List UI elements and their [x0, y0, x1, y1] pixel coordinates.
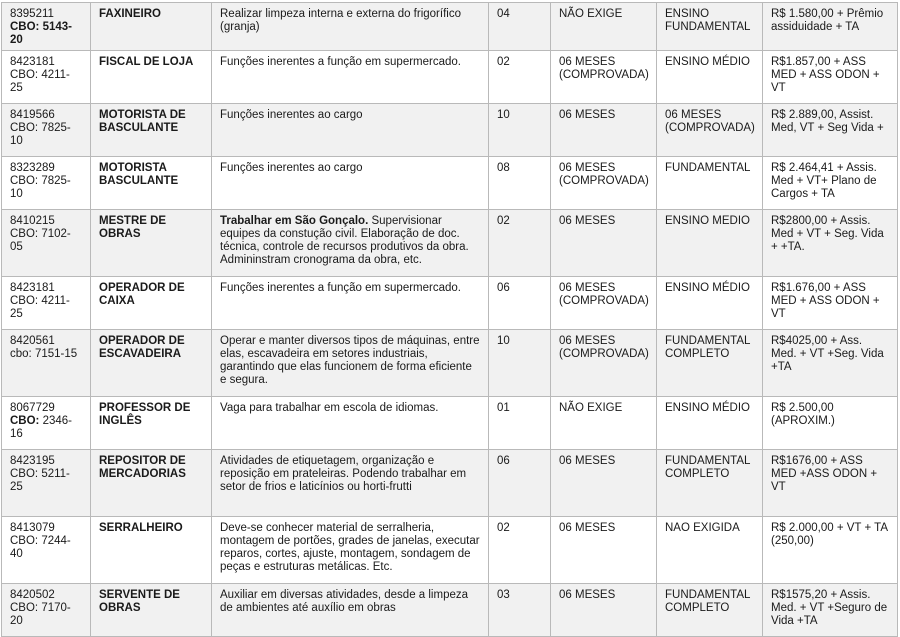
cbo-line: [10, 21, 82, 47]
job-row: [2, 3, 898, 51]
job-title: OPERADOR DE CAIXA: [99, 282, 185, 307]
vacancies-cell: [489, 3, 551, 51]
vacancies-count: 06: [497, 282, 510, 294]
job-code: 8423181: [10, 282, 55, 294]
cbo-line: [10, 602, 82, 628]
vacancies-count: 06: [497, 455, 510, 467]
vacancies-cell: [489, 157, 551, 210]
cbo-value: 7102-05: [10, 228, 71, 253]
code-cell: [2, 104, 91, 157]
experience-cell: [551, 584, 657, 637]
education-required: ENSINO MÉDIO: [665, 402, 750, 414]
salary-benefits: R$1676,00 + ASS MED +ASS ODON + VT: [771, 455, 878, 493]
vacancies-count: 02: [497, 56, 510, 68]
education-cell: [657, 397, 763, 450]
cbo-value: 7825-10: [10, 122, 71, 147]
job-title: SERVENTE DE OBRAS: [99, 589, 180, 614]
job-code: 8420502: [10, 589, 55, 601]
cbo-label: CBO:: [10, 468, 39, 480]
experience-cell: [551, 397, 657, 450]
salary-benefits: R$ 1.580,00 + Prêmio assiduidade + TA: [771, 8, 884, 33]
job-description: Vaga para trabalhar em escola de idiomas.: [220, 402, 439, 414]
experience-required: 06 MESES (COMPROVADA): [559, 282, 649, 307]
vacancies-count: 04: [497, 8, 510, 20]
job-description: Deve-se conhecer material de serralheria, montagem de portões, grades de janelas, executar reparos, cortes, ajuste, montagem, sondagem de peças e estruturas metálicas. Etc.: [220, 522, 480, 573]
job-description: Funções inerentes ao cargo: [220, 109, 363, 121]
job-title: MOTORISTA DE BASCULANTE: [99, 109, 186, 134]
education-cell: [657, 517, 763, 584]
salary-benefits: R$ 2.889,00, Assist. Med, VT + Seg Vida +: [771, 109, 884, 134]
vacancies-cell: [489, 277, 551, 330]
cbo-label: cbo:: [10, 348, 32, 360]
cbo-line: [10, 468, 82, 494]
title-cell: [91, 3, 212, 51]
cbo-value: 4211-25: [10, 295, 70, 320]
code-cell: [2, 51, 91, 104]
job-description: Realizar limpeza interna e externa do frigorífico (granja): [220, 8, 461, 33]
title-cell: [91, 397, 212, 450]
experience-required: NÃO EXIGE: [559, 402, 623, 414]
code-cell: [2, 397, 91, 450]
code-cell: [2, 210, 91, 277]
job-title: FAXINEIRO: [99, 8, 161, 20]
cbo-value: 7244-40: [10, 535, 71, 560]
salary-cell: [763, 277, 898, 330]
code-cell: [2, 450, 91, 517]
job-title: FISCAL DE LOJA: [99, 56, 194, 68]
job-row: [2, 450, 898, 517]
vacancies-count: 02: [497, 215, 510, 227]
job-code: 8423181: [10, 56, 55, 68]
vacancies-cell: [489, 584, 551, 637]
job-description: Auxiliar em diversas atividades, desde a limpeza de ambientes até auxílio em obras: [220, 589, 469, 614]
cbo-label: CBO:: [10, 535, 39, 547]
title-cell: [91, 157, 212, 210]
title-cell: [91, 584, 212, 637]
job-description: Funções inerentes a função em supermercado.: [220, 56, 461, 68]
description-cell: [212, 104, 489, 157]
cbo-label: CBO:: [10, 602, 39, 614]
cbo-value: 2346-16: [10, 415, 73, 440]
vacancies-cell: [489, 330, 551, 397]
code-cell: [2, 3, 91, 51]
cbo-value: 5143-20: [10, 21, 73, 46]
education-cell: [657, 157, 763, 210]
salary-benefits: R$1.857,00 + ASS MED + ASS ODON + VT: [771, 56, 880, 94]
job-title: OPERADOR DE ESCAVADEIRA: [99, 335, 185, 360]
cbo-line: [10, 122, 82, 148]
job-code: 8423195: [10, 455, 55, 467]
experience-cell: [551, 210, 657, 277]
experience-required: 06 MESES: [559, 215, 616, 227]
job-description: Operar e manter diversos tipos de máquinas, entre elas, escavadeira em setores industriais, garantindo que elas funcionem de forma eficiente e segura.: [220, 335, 480, 386]
vacancies-cell: [489, 450, 551, 517]
cbo-label: CBO:: [10, 228, 39, 240]
cbo-line: [10, 295, 82, 321]
job-description: Supervisionar equipes da constução civil. Elaboração de doc. técnica, controle de recursos produtivos da obra. Admininstram cronograma da obra, etc.: [220, 215, 469, 266]
experience-required: NÃO EXIGE: [559, 8, 623, 20]
description-cell: [212, 157, 489, 210]
cbo-label: CBO:: [10, 21, 40, 33]
cbo-value: 7170-20: [10, 602, 71, 627]
salary-cell: [763, 51, 898, 104]
job-row: [2, 210, 898, 277]
salary-benefits: R$ 2.464,41 + Assis. Med + VT+ Plano de Cargos + TA: [771, 162, 877, 200]
title-cell: [91, 210, 212, 277]
job-row: [2, 277, 898, 330]
salary-benefits: R$4025,00 + Ass. Med. + VT +Seg. Vida +TA: [771, 335, 884, 373]
experience-required: 06 MESES (COMPROVADA): [559, 162, 649, 187]
salary-benefits: R$2800,00 + Assis. Med + VT + Seg. Vida + +TA.: [771, 215, 884, 253]
education-required: ENSINO FUNDAMENTAL: [665, 8, 751, 33]
vacancies-count: 10: [497, 109, 510, 121]
salary-cell: [763, 210, 898, 277]
cbo-line: [10, 69, 82, 95]
code-cell: [2, 157, 91, 210]
education-cell: [657, 210, 763, 277]
education-cell: [657, 277, 763, 330]
cbo-line: [10, 415, 82, 441]
education-required: FUNDAMENTAL: [665, 162, 751, 174]
description-cell: [212, 397, 489, 450]
experience-cell: [551, 104, 657, 157]
salary-cell: [763, 450, 898, 517]
experience-cell: [551, 51, 657, 104]
cbo-line: [10, 535, 82, 561]
cbo-label: CBO:: [10, 415, 40, 427]
job-code: 8067729: [10, 402, 55, 414]
code-cell: [2, 330, 91, 397]
education-required: ENSINO MÉDIO: [665, 56, 750, 68]
education-required: FUNDAMENTAL COMPLETO: [665, 335, 750, 360]
job-title: SERRALHEIRO: [99, 522, 183, 534]
job-row: [2, 104, 898, 157]
experience-cell: [551, 517, 657, 584]
education-cell: [657, 330, 763, 397]
salary-cell: [763, 584, 898, 637]
cbo-label: CBO:: [10, 295, 39, 307]
salary-cell: [763, 330, 898, 397]
vacancies-cell: [489, 517, 551, 584]
vacancies-count: 08: [497, 162, 510, 174]
job-code: 8413079: [10, 522, 55, 534]
job-title: MESTRE DE OBRAS: [99, 215, 167, 240]
description-lead: Trabalhar em São Gonçalo.: [220, 215, 369, 227]
vacancies-count: 10: [497, 335, 510, 347]
salary-benefits: R$ 2.500,00 (APROXIM.): [771, 402, 835, 427]
salary-benefits: R$1.676,00 + ASS MED + ASS ODON + VT: [771, 282, 880, 320]
job-rows: [2, 3, 898, 637]
experience-cell: [551, 157, 657, 210]
description-cell: [212, 277, 489, 330]
job-code: 8410215: [10, 215, 55, 227]
job-description: Funções inerentes a função em supermercado.: [220, 282, 461, 294]
salary-cell: [763, 517, 898, 584]
cbo-label: CBO:: [10, 175, 39, 187]
cbo-line: [10, 228, 82, 254]
vacancies-cell: [489, 104, 551, 157]
experience-cell: [551, 277, 657, 330]
job-row: [2, 51, 898, 104]
job-row: [2, 397, 898, 450]
experience-required: 06 MESES: [559, 455, 616, 467]
code-cell: [2, 277, 91, 330]
experience-required: 06 MESES: [559, 109, 616, 121]
description-cell: [212, 3, 489, 51]
education-cell: [657, 450, 763, 517]
description-cell: [212, 517, 489, 584]
job-title: PROFESSOR DE INGLÊS: [99, 402, 191, 427]
cbo-label: CBO:: [10, 122, 39, 134]
job-description: Funções inerentes ao cargo: [220, 162, 363, 174]
vacancies-cell: [489, 210, 551, 277]
experience-cell: [551, 450, 657, 517]
experience-cell: [551, 3, 657, 51]
title-cell: [91, 277, 212, 330]
salary-cell: [763, 397, 898, 450]
cbo-value: 5211-25: [10, 468, 70, 493]
education-required: FUNDAMENTAL COMPLETO: [665, 455, 750, 480]
job-row: [2, 330, 898, 397]
cbo-value: 7151-15: [34, 348, 78, 360]
education-required: NAO EXIGIDA: [665, 522, 740, 534]
job-description: Atividades de etiquetagem, organização e reposição em prateleiras. Podendo trabalhar em setor de frios e laticínios ou horti-frutti: [220, 455, 467, 493]
cbo-value: 4211-25: [10, 69, 70, 94]
title-cell: [91, 104, 212, 157]
title-cell: [91, 51, 212, 104]
education-required: ENSINO MEDIO: [665, 215, 750, 227]
code-cell: [2, 517, 91, 584]
salary-cell: [763, 3, 898, 51]
education-required: FUNDAMENTAL COMPLETO: [665, 589, 750, 614]
vacancies-count: 03: [497, 589, 510, 601]
experience-required: 06 MESES (COMPROVADA): [559, 56, 649, 81]
description-cell: [212, 450, 489, 517]
education-cell: [657, 584, 763, 637]
cbo-label: CBO:: [10, 69, 39, 81]
description-cell: [212, 210, 489, 277]
education-cell: [657, 51, 763, 104]
job-title: MOTORISTA BASCULANTE: [99, 162, 179, 187]
education-required: ENSINO MÉDIO: [665, 282, 750, 294]
job-listings-table: [1, 2, 898, 637]
job-code: 8419566: [10, 109, 55, 121]
job-code: 8420561: [10, 335, 55, 347]
salary-cell: [763, 104, 898, 157]
job-code: 8323289: [10, 162, 55, 174]
job-title: REPOSITOR DE MERCADORIAS: [99, 455, 186, 480]
salary-benefits: R$ 2.000,00 + VT + TA (250,00): [771, 522, 888, 547]
experience-required: 06 MESES: [559, 522, 616, 534]
job-row: [2, 157, 898, 210]
title-cell: [91, 517, 212, 584]
title-cell: [91, 330, 212, 397]
code-cell: [2, 584, 91, 637]
vacancies-count: 02: [497, 522, 510, 534]
experience-cell: [551, 330, 657, 397]
description-cell: [212, 330, 489, 397]
experience-required: 06 MESES (COMPROVADA): [559, 335, 649, 360]
description-cell: [212, 51, 489, 104]
education-required: 06 MESES (COMPROVADA): [665, 109, 755, 134]
title-cell: [91, 450, 212, 517]
vacancies-cell: [489, 397, 551, 450]
salary-benefits: R$1575,20 + Assis. Med. + VT +Seguro de Vida +TA: [771, 589, 888, 627]
job-row: [2, 584, 898, 637]
vacancies-count: 01: [497, 402, 510, 414]
vacancies-cell: [489, 51, 551, 104]
salary-cell: [763, 157, 898, 210]
cbo-value: 7825-10: [10, 175, 71, 200]
education-cell: [657, 104, 763, 157]
job-row: [2, 517, 898, 584]
cbo-line: [10, 175, 82, 201]
job-code: 8395211: [10, 8, 54, 20]
experience-required: 06 MESES: [559, 589, 616, 601]
education-cell: [657, 3, 763, 51]
description-cell: [212, 584, 489, 637]
cbo-line: [10, 348, 82, 361]
